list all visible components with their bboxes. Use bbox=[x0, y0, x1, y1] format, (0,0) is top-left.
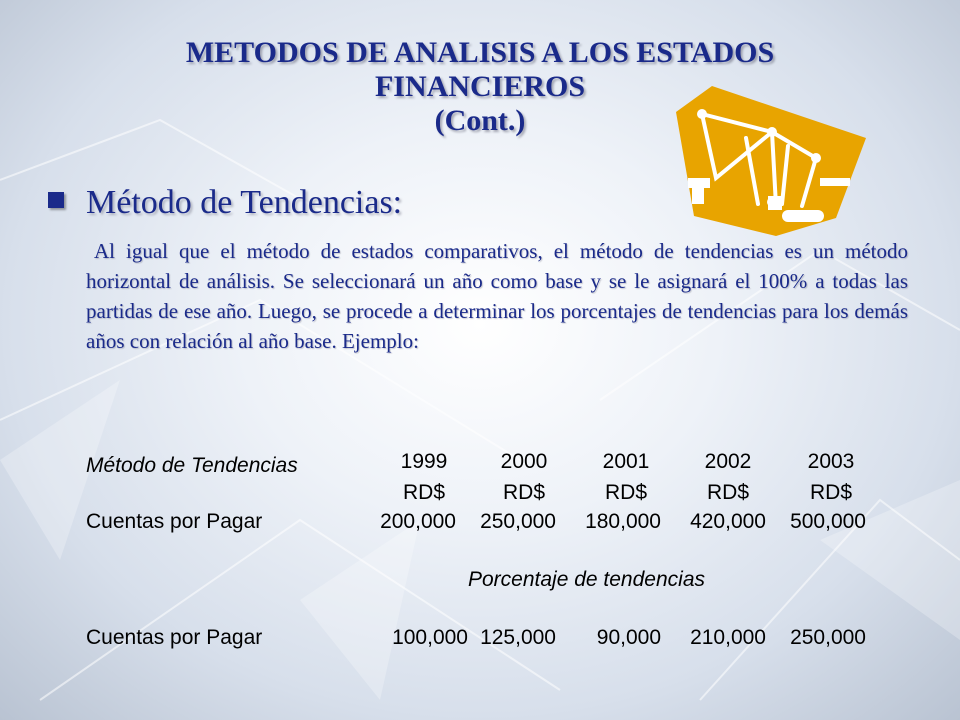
year-header: 2001 bbox=[602, 450, 650, 473]
percent-subheading: Porcentaje de tendencias bbox=[468, 568, 705, 591]
title-line-3: (Cont.) bbox=[434, 104, 526, 137]
square-bullet-icon bbox=[48, 192, 64, 208]
currency-header: RD$ bbox=[502, 481, 545, 504]
table-cell: 210,000 bbox=[690, 626, 766, 649]
year-header: 1999 bbox=[400, 450, 448, 473]
title-line-1: METODOS DE ANALISIS A LOS ESTADOS bbox=[185, 36, 775, 69]
table-cell: 250,000 bbox=[480, 510, 556, 533]
table-cell: 500,000 bbox=[790, 510, 866, 533]
year-header: 2003 bbox=[807, 450, 855, 473]
currency-header: RD$ bbox=[604, 481, 647, 504]
table-label: Método de Tendencias bbox=[86, 454, 298, 477]
table-cell: 180,000 bbox=[585, 510, 661, 533]
currency-header: RD$ bbox=[809, 481, 852, 504]
section-paragraph: Al igual que el método de estados comparativos, el método de tendencias es un método horizontal de análisis. Se seleccionará un año como base y se le asignará el 100% a todas las partidas de ese año. Luego, se procede a determinar los porcentajes de tendencias para los demás años con relación al año base. Ejemplo: bbox=[86, 239, 908, 353]
currency-header: RD$ bbox=[706, 481, 749, 504]
table-cell: 125,000 bbox=[480, 626, 556, 649]
trend-table bbox=[86, 450, 886, 660]
table-cell: 90,000 bbox=[596, 626, 661, 649]
year-header: 2000 bbox=[500, 450, 548, 473]
title-line-2: FINANCIEROS bbox=[374, 70, 586, 103]
year-header: 2002 bbox=[704, 450, 752, 473]
table-cell: 100,000 bbox=[392, 626, 468, 649]
crane-icon bbox=[676, 86, 866, 236]
table-cell: 420,000 bbox=[690, 510, 766, 533]
row-label: Cuentas por Pagar bbox=[86, 510, 263, 533]
currency-header: RD$ bbox=[402, 481, 445, 504]
table-cell: 250,000 bbox=[790, 626, 866, 649]
section-heading: Método de Tendencias: bbox=[86, 184, 403, 221]
table-cell: 200,000 bbox=[380, 510, 456, 533]
row-label: Cuentas por Pagar bbox=[86, 626, 263, 649]
